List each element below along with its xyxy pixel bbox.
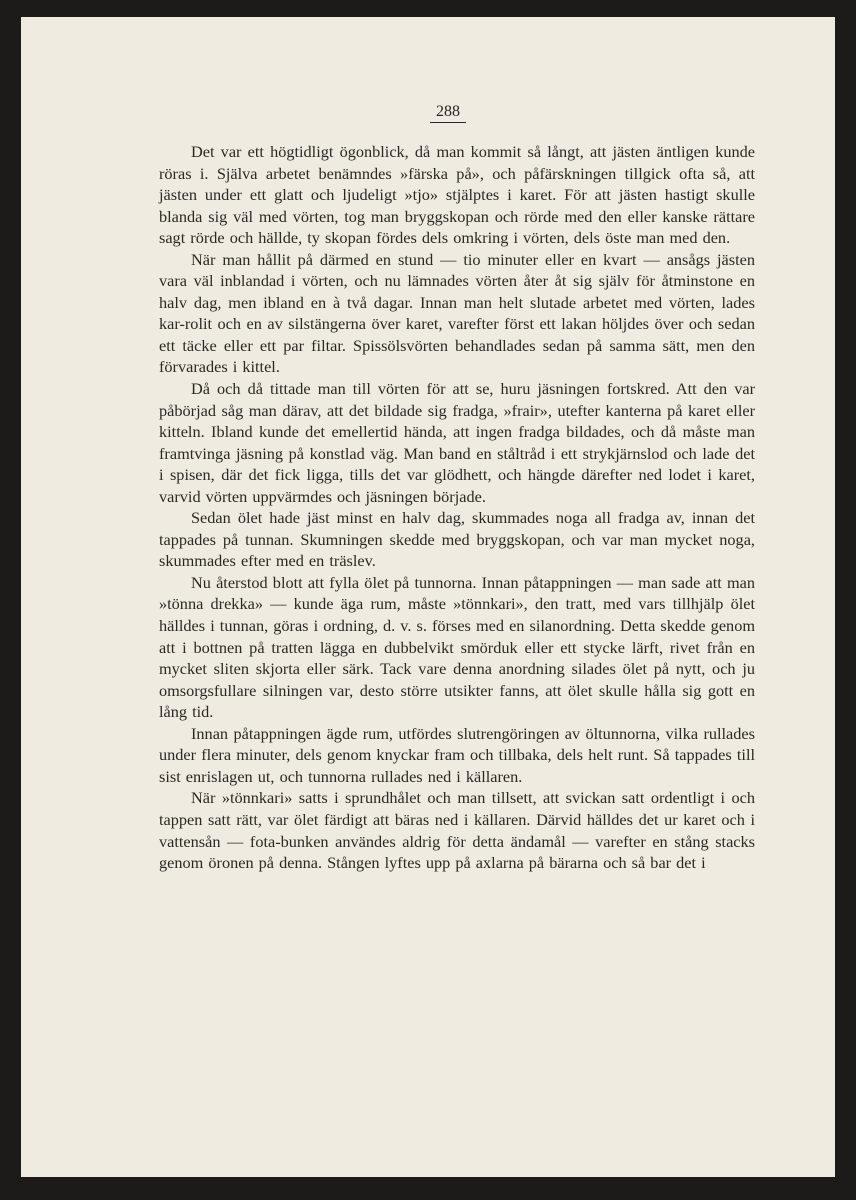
page-number: 288 [41, 103, 855, 123]
paragraph-7: När »tönnkari» satts i sprundhålet och man tillsett, att svickan satt ordentligt i och tappen satt rätt, var ölet färdigt att bäras ned i källaren. Därvid hälldes det ur karet och i vattensån — fota-bunken användes aldrig för detta ändamål — varefter en stång stacks genom öronen på denna. Stången lyftes upp på axlarna på bärarna och så bar det i [159, 788, 755, 873]
paragraph-5: Nu återstod blott att fylla ölet på tunnorna. Innan påtappningen — man sade att man »tönna drekka» — kunde äga rum, måste »tönnkari», den tratt, med vars tillhjälp ölet hälldes i tunnan, göras i ordning, d. v. s. förses med en silanordning. Detta skedde genom att i bottnen på tratten lägga en dubbelvikt smörduk eller ett stycke lärft, rivet från en mycket sliten skjorta eller särk. Tack vare denna anordning silades ölet på nytt, och ju omsorgsfullare silningen var, desto större utsikter fanns, att ölet skulle hålla sig gott en lång tid. [159, 572, 755, 722]
paragraph-6: Innan påtappningen ägde rum, utfördes slutrengöringen av öltunnorna, vilka rullades under flera minuter, dels genom knyckar fram och tillbaka, dels helt runt. Så tappades till sist enrislagen ut, och tunnorna rullades ned i källaren. [159, 723, 755, 786]
paragraph-2: När man hållit på därmed en stund — tio minuter eller en kvart — ansågs jästen vara väl inblandad i vörten, och nu lämnades vörten åter åt sig själv för åtminstone en halv dag, men ibland en à två dagar. Innan man helt slutade arbetet med vörten, lades kar-rolit och en av silstängerna över karet, varefter först ett lakan höljdes över och sedan ett täcke eller ett par filtar. Spissölsvörten behandlades sedan på samma sätt, men den förvarades i kittel. [159, 249, 755, 377]
paragraph-1: Det var ett högtidligt ögonblick, då man kommit så långt, att jästen äntligen kunde röras i. Själva arbetet benämndes »färska på», och påfärskningen tillgick ofta så, att jästen under ett glatt och ljudeligt »tjo» stjälptes i karet. För att jästen hastigt skulle blanda sig väl med vörten, tog man bryggskopan och rörde med den eller kanske rättare sagt rörde och hällde, ty skopan fördes dels omkring i vörten, dels öste man med den. [159, 142, 755, 248]
paragraph-4: Sedan ölet hade jäst minst en halv dag, skummades noga all fradga av, innan det tappades på tunnan. Skumningen skedde med bryggskopan, och var man mycket noga, skummades efter med en träslev. [159, 508, 755, 571]
scanned-page [21, 17, 835, 1177]
body-text [159, 141, 755, 874]
paragraph-3: Då och då tittade man till vörten för att se, huru jäsningen fortskred. Att den var påbörjad såg man därav, att det bildade sig fradga, »frair», utefter kanterna på karet eller kitteln. Ibland kunde det emellertid hända, att ingen fradga bildades, och då måste man framtvinga jäsning på konstlad väg. Man band en ståltråd i ett strykjärnslod och lade det i spisen, där det fick ligga, tills det var glödhett, och hängde därefter ned lodet i karet, varvid vörten uppvärmdes och jäsningen började. [159, 379, 755, 506]
